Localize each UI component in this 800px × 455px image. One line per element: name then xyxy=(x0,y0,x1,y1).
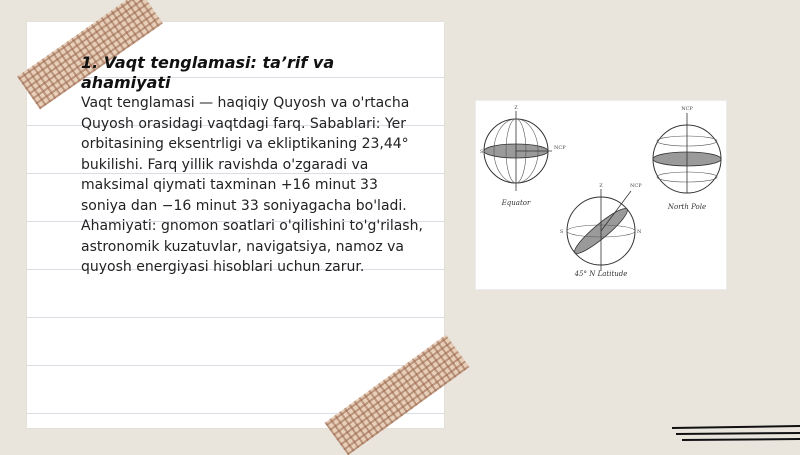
sphere-north-pole xyxy=(653,106,721,193)
sphere-latitude xyxy=(560,183,642,271)
slide-body-text: Vaqt tenglamasi — haqiqiy Quyosh va o'rtacha Quyosh orasidagi vaqtdagi farq. Sabablari: Yer orbitasining eksentrligi va ekliptikaning 23,44° bukilishi. Farq yillik ravishda o'zgaradi va maksimal qiymati taxminan +16 minut 33 soniya dan −16 minut 33 soniyagacha bo'ladi. Ahamiyati: gnomon soatlari o'qilishini to'g'rilash, astronomik kuzatuvlar, navigatsiya, namoz va quyosh energiyasi hisoblari uchun zarur. xyxy=(81,95,423,275)
decorative-lines xyxy=(672,420,800,450)
mark-ncp-north-pole: NCP xyxy=(681,106,693,112)
celestial-sphere-figure xyxy=(475,100,727,290)
label-latitude: 45° N Latitude xyxy=(574,270,628,278)
mark-z-latitude: Z xyxy=(599,183,603,189)
mark-z-equator: Z xyxy=(514,105,518,111)
mark-ncp-equator: NCP xyxy=(554,145,566,151)
mark-s-latitude: S xyxy=(560,229,564,235)
celestial-sphere-diagram xyxy=(476,101,726,289)
mark-n-latitude: N xyxy=(637,229,642,235)
label-equator: Equator xyxy=(501,199,531,207)
label-north-pole: North Pole xyxy=(667,203,707,211)
mark-ncp-latitude: NCP xyxy=(630,183,642,189)
sphere-equator xyxy=(480,105,566,191)
slide-title: 1. Vaqt tenglamasi: taʼrif va ahamiyati xyxy=(81,53,335,92)
mark-s-equator: S xyxy=(480,149,484,155)
